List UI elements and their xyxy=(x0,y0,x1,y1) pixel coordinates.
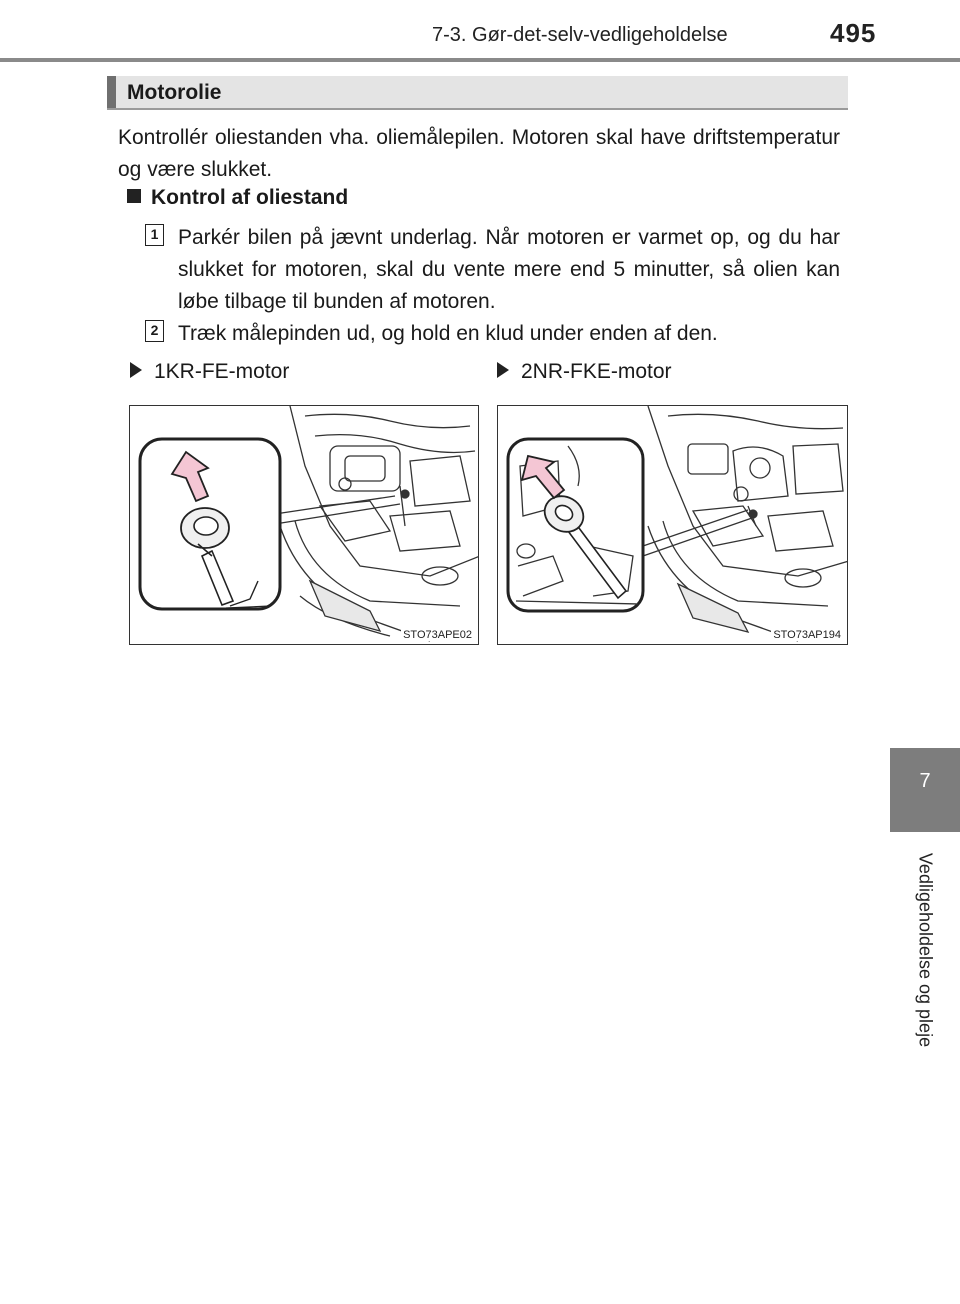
step-number-2: 2 xyxy=(145,320,164,342)
subsection-heading xyxy=(127,186,348,210)
header-section-title: 7-3. Gør-det-selv-vedligeholdelse xyxy=(432,24,728,46)
step-text-2: Træk målepinden ud, og hold en klud under enden af den. xyxy=(178,322,718,345)
engine-illustration-2 xyxy=(498,406,848,645)
square-bullet-icon xyxy=(127,189,141,203)
section-heading-text: Motorolie xyxy=(127,81,222,104)
chapter-title: Vedligeholdelse og pleje xyxy=(915,852,936,1048)
engine-label-2-text: 2NR-FKE-motor xyxy=(521,360,672,383)
heading-bar xyxy=(107,76,116,108)
triangle-right-icon xyxy=(497,362,509,378)
page-header xyxy=(0,0,960,62)
engine-label-1 xyxy=(130,360,289,384)
engine-figure-2 xyxy=(497,405,848,645)
step-number-1: 1 xyxy=(145,224,164,246)
header-rule xyxy=(0,58,960,62)
chapter-tab xyxy=(890,748,960,832)
engine-label-2 xyxy=(497,360,672,384)
section-heading xyxy=(107,76,848,110)
engine-figure-1 xyxy=(129,405,479,645)
triangle-right-icon xyxy=(130,362,142,378)
subsection-heading-text: Kontrol af oliestand xyxy=(151,186,349,209)
step-text-1: Parkér bilen på jævnt underlag. Når motoren er varmet op, og du har slukket for motoren, skal du vente mere end 5 minutter, så olien kan løbe tilbage til bunden af motoren. xyxy=(178,226,840,313)
chapter-number: 7 xyxy=(919,770,931,792)
engine-illustration-1 xyxy=(130,406,479,645)
figure-code-2: STO73AP194 xyxy=(773,629,841,641)
page-number: 495 xyxy=(830,18,877,48)
intro-paragraph: Kontrollér oliestanden vha. oliemålepilen. Motoren skal have driftstemperatur og være slukket. xyxy=(118,126,840,181)
engine-label-1-text: 1KR-FE-motor xyxy=(154,360,290,383)
figure-code-1: STO73APE02 xyxy=(403,629,472,641)
